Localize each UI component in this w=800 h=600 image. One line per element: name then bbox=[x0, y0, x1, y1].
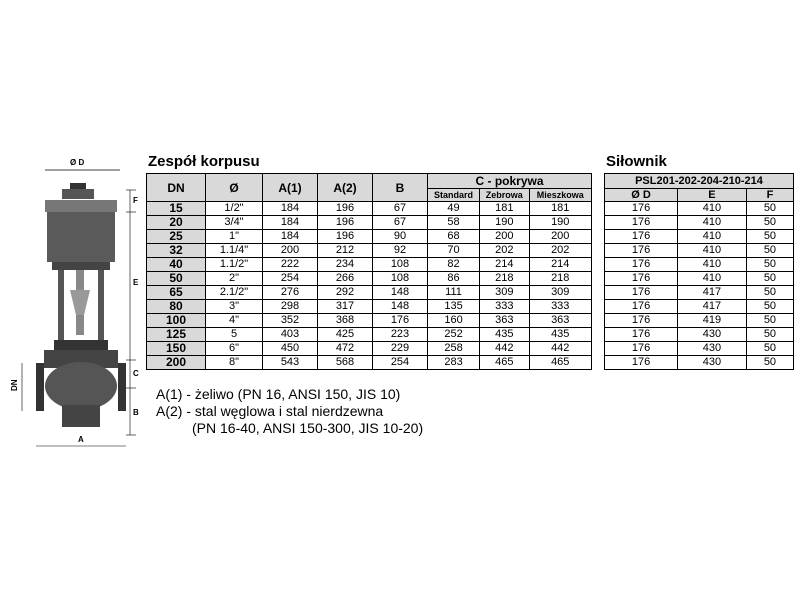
actuator-top bbox=[62, 189, 94, 199]
table-cell: 32 bbox=[147, 244, 206, 258]
actuator-cap bbox=[70, 183, 86, 189]
table-cell: 125 bbox=[147, 328, 206, 342]
table-cell: 450 bbox=[263, 342, 318, 356]
table-cell: 472 bbox=[318, 342, 373, 356]
table-row bbox=[147, 272, 592, 286]
table-row bbox=[147, 300, 592, 314]
header-c: C - pokrywa bbox=[428, 174, 592, 189]
table-cell: 176 bbox=[605, 230, 678, 244]
table-cell: 25 bbox=[147, 230, 206, 244]
table-cell: 148 bbox=[373, 286, 428, 300]
table-cell: 368 bbox=[318, 314, 373, 328]
table-cell: 50 bbox=[746, 314, 793, 328]
table-cell: 70 bbox=[428, 244, 480, 258]
table-cell: 20 bbox=[147, 216, 206, 230]
table-cell: 410 bbox=[678, 258, 747, 272]
table-cell: 283 bbox=[428, 356, 480, 370]
table-cell: 442 bbox=[529, 342, 592, 356]
table-cell: 190 bbox=[529, 216, 592, 230]
table-cell: 1/2" bbox=[206, 202, 263, 216]
table-cell: 100 bbox=[147, 314, 206, 328]
dim-dn-label: DN bbox=[10, 379, 19, 391]
table-cell: 352 bbox=[263, 314, 318, 328]
table-cell: 50 bbox=[746, 230, 793, 244]
table-cell: 160 bbox=[428, 314, 480, 328]
table-cell: 68 bbox=[428, 230, 480, 244]
header-c-mieszkowa: Mieszkowa bbox=[529, 189, 592, 202]
dim-od-label: Ø D bbox=[70, 158, 85, 167]
table-cell: 1" bbox=[206, 230, 263, 244]
table-cell: 181 bbox=[480, 202, 529, 216]
table-cell: 266 bbox=[318, 272, 373, 286]
table-cell: 176 bbox=[605, 202, 678, 216]
table-cell: 176 bbox=[605, 244, 678, 258]
header-c-zebrowa: Zebrowa bbox=[480, 189, 529, 202]
table-cell: 184 bbox=[263, 216, 318, 230]
valve-body bbox=[45, 362, 117, 410]
table-cell: 135 bbox=[428, 300, 480, 314]
table-cell: 50 bbox=[746, 342, 793, 356]
table-cell: 176 bbox=[605, 272, 678, 286]
table-row bbox=[605, 342, 794, 356]
dim-e-label: E bbox=[133, 278, 139, 287]
table-cell: 419 bbox=[678, 314, 747, 328]
flange-right bbox=[118, 363, 126, 411]
yoke-left bbox=[58, 270, 64, 345]
table-cell: 176 bbox=[605, 258, 678, 272]
table-row bbox=[605, 286, 794, 300]
header-c-standard: Standard bbox=[428, 189, 480, 202]
table-cell: 50 bbox=[746, 258, 793, 272]
table-cell: 2.1/2" bbox=[206, 286, 263, 300]
table-cell: 317 bbox=[318, 300, 373, 314]
table-cell: 86 bbox=[428, 272, 480, 286]
table-cell: 200 bbox=[529, 230, 592, 244]
table-cell: 176 bbox=[605, 300, 678, 314]
valve-drawing bbox=[0, 150, 145, 455]
table-cell: 222 bbox=[263, 258, 318, 272]
table-cell: 465 bbox=[529, 356, 592, 370]
table-cell: 333 bbox=[480, 300, 529, 314]
table-cell: 218 bbox=[529, 272, 592, 286]
table-cell: 3/4" bbox=[206, 216, 263, 230]
table-cell: 92 bbox=[373, 244, 428, 258]
table-cell: 50 bbox=[746, 202, 793, 216]
table-cell: 50 bbox=[746, 300, 793, 314]
table-row bbox=[147, 286, 592, 300]
table-cell: 309 bbox=[480, 286, 529, 300]
table-cell: 80 bbox=[147, 300, 206, 314]
table-cell: 435 bbox=[529, 328, 592, 342]
table-cell: 1.1/4" bbox=[206, 244, 263, 258]
actuator-model: PSL201-202-204-210-214 bbox=[605, 174, 794, 189]
table-cell: 333 bbox=[529, 300, 592, 314]
table-cell: 223 bbox=[373, 328, 428, 342]
table-cell: 465 bbox=[480, 356, 529, 370]
table-cell: 82 bbox=[428, 258, 480, 272]
table-row bbox=[605, 300, 794, 314]
dim-a-label: A bbox=[78, 435, 84, 444]
table-cell: 65 bbox=[147, 286, 206, 300]
notes bbox=[156, 386, 423, 437]
table-cell: 276 bbox=[263, 286, 318, 300]
table-cell: 218 bbox=[480, 272, 529, 286]
table-row bbox=[147, 202, 592, 216]
body-dimensions-table bbox=[146, 173, 592, 370]
table-cell: 148 bbox=[373, 300, 428, 314]
table-row bbox=[147, 230, 592, 244]
actuator-housing-top bbox=[45, 200, 117, 212]
table-cell: 1.1/2" bbox=[206, 258, 263, 272]
table-cell: 40 bbox=[147, 258, 206, 272]
header-dn: DN bbox=[147, 174, 206, 202]
table-cell: 214 bbox=[480, 258, 529, 272]
table-row bbox=[147, 342, 592, 356]
table-cell: 50 bbox=[746, 356, 793, 370]
table-cell: 200 bbox=[480, 230, 529, 244]
table-cell: 196 bbox=[318, 230, 373, 244]
table-cell: 176 bbox=[605, 314, 678, 328]
table-cell: 568 bbox=[318, 356, 373, 370]
header-o: Ø bbox=[206, 174, 263, 202]
table-cell: 90 bbox=[373, 230, 428, 244]
table-cell: 417 bbox=[678, 286, 747, 300]
dim-b-label: B bbox=[133, 408, 139, 417]
dim-c-label: C bbox=[133, 369, 139, 378]
table-cell: 58 bbox=[428, 216, 480, 230]
table-cell: 252 bbox=[428, 328, 480, 342]
table-cell: 410 bbox=[678, 244, 747, 258]
table-cell: 410 bbox=[678, 230, 747, 244]
table-cell: 50 bbox=[746, 216, 793, 230]
table-cell: 200 bbox=[147, 356, 206, 370]
table-cell: 200 bbox=[263, 244, 318, 258]
table-cell: 363 bbox=[529, 314, 592, 328]
yoke-right bbox=[98, 270, 104, 345]
table-cell: 254 bbox=[373, 356, 428, 370]
table-row bbox=[605, 202, 794, 216]
table-row bbox=[147, 328, 592, 342]
table-cell: 410 bbox=[678, 272, 747, 286]
table-cell: 196 bbox=[318, 216, 373, 230]
note-a1: A(1) - żeliwo (PN 16, ANSI 150, JIS 10) bbox=[156, 386, 401, 402]
header-act-f: F bbox=[746, 189, 793, 202]
table-cell: 181 bbox=[529, 202, 592, 216]
table-cell: 184 bbox=[263, 202, 318, 216]
table-cell: 410 bbox=[678, 216, 747, 230]
table-cell: 8" bbox=[206, 356, 263, 370]
table-cell: 50 bbox=[746, 272, 793, 286]
actuator-section-title: Siłownik bbox=[606, 153, 667, 170]
table-cell: 176 bbox=[605, 342, 678, 356]
table-cell: 298 bbox=[263, 300, 318, 314]
table-cell: 176 bbox=[605, 216, 678, 230]
table-row bbox=[147, 314, 592, 328]
table-cell: 15 bbox=[147, 202, 206, 216]
table-cell: 150 bbox=[147, 342, 206, 356]
note-a2: A(2) - stal węglowa i stal nierdzewna bbox=[156, 403, 384, 419]
table-cell: 202 bbox=[480, 244, 529, 258]
table-cell: 50 bbox=[746, 328, 793, 342]
table-cell: 234 bbox=[318, 258, 373, 272]
table-cell: 4" bbox=[206, 314, 263, 328]
header-a2: A(2) bbox=[318, 174, 373, 202]
table-cell: 196 bbox=[318, 202, 373, 216]
table-cell: 5 bbox=[206, 328, 263, 342]
table-cell: 430 bbox=[678, 356, 747, 370]
table-cell: 430 bbox=[678, 328, 747, 342]
flange-left bbox=[36, 363, 44, 411]
table-cell: 430 bbox=[678, 342, 747, 356]
table-cell: 67 bbox=[373, 216, 428, 230]
table-cell: 410 bbox=[678, 202, 747, 216]
table-cell: 292 bbox=[318, 286, 373, 300]
table-row bbox=[605, 216, 794, 230]
table-cell: 363 bbox=[480, 314, 529, 328]
table-cell: 229 bbox=[373, 342, 428, 356]
table-cell: 108 bbox=[373, 272, 428, 286]
table-cell: 50 bbox=[746, 244, 793, 258]
table-cell: 176 bbox=[605, 286, 678, 300]
table-cell: 543 bbox=[263, 356, 318, 370]
table-cell: 258 bbox=[428, 342, 480, 356]
table-cell: 3" bbox=[206, 300, 263, 314]
table-cell: 309 bbox=[529, 286, 592, 300]
dim-f-label: F bbox=[133, 196, 138, 205]
table-cell: 403 bbox=[263, 328, 318, 342]
table-row bbox=[147, 216, 592, 230]
table-cell: 442 bbox=[480, 342, 529, 356]
table-cell: 67 bbox=[373, 202, 428, 216]
table-cell: 417 bbox=[678, 300, 747, 314]
header-act-e: E bbox=[678, 189, 747, 202]
table-cell: 202 bbox=[529, 244, 592, 258]
table-row bbox=[605, 272, 794, 286]
header-a1: A(1) bbox=[263, 174, 318, 202]
header-act-od: Ø D bbox=[605, 189, 678, 202]
table-row bbox=[147, 244, 592, 258]
table-row bbox=[605, 356, 794, 370]
table-cell: 2" bbox=[206, 272, 263, 286]
table-row bbox=[605, 328, 794, 342]
table-row bbox=[605, 258, 794, 272]
actuator-housing bbox=[47, 212, 115, 262]
table-cell: 425 bbox=[318, 328, 373, 342]
table-cell: 108 bbox=[373, 258, 428, 272]
table-cell: 176 bbox=[605, 356, 678, 370]
table-cell: 435 bbox=[480, 328, 529, 342]
actuator-table bbox=[604, 173, 794, 370]
table-row bbox=[605, 314, 794, 328]
table-cell: 176 bbox=[373, 314, 428, 328]
note-a2-standards: (PN 16-40, ANSI 150-300, JIS 10-20) bbox=[192, 420, 424, 436]
table-row bbox=[147, 356, 592, 370]
table-row bbox=[605, 230, 794, 244]
table-cell: 184 bbox=[263, 230, 318, 244]
body-section-title: Zespół korpusu bbox=[148, 153, 260, 170]
table-cell: 214 bbox=[529, 258, 592, 272]
table-cell: 50 bbox=[147, 272, 206, 286]
table-cell: 176 bbox=[605, 328, 678, 342]
table-row bbox=[147, 258, 592, 272]
header-b: B bbox=[373, 174, 428, 202]
table-cell: 6" bbox=[206, 342, 263, 356]
table-cell: 49 bbox=[428, 202, 480, 216]
table-cell: 212 bbox=[318, 244, 373, 258]
table-cell: 190 bbox=[480, 216, 529, 230]
table-cell: 254 bbox=[263, 272, 318, 286]
table-cell: 50 bbox=[746, 286, 793, 300]
table-cell: 111 bbox=[428, 286, 480, 300]
table-row bbox=[605, 244, 794, 258]
